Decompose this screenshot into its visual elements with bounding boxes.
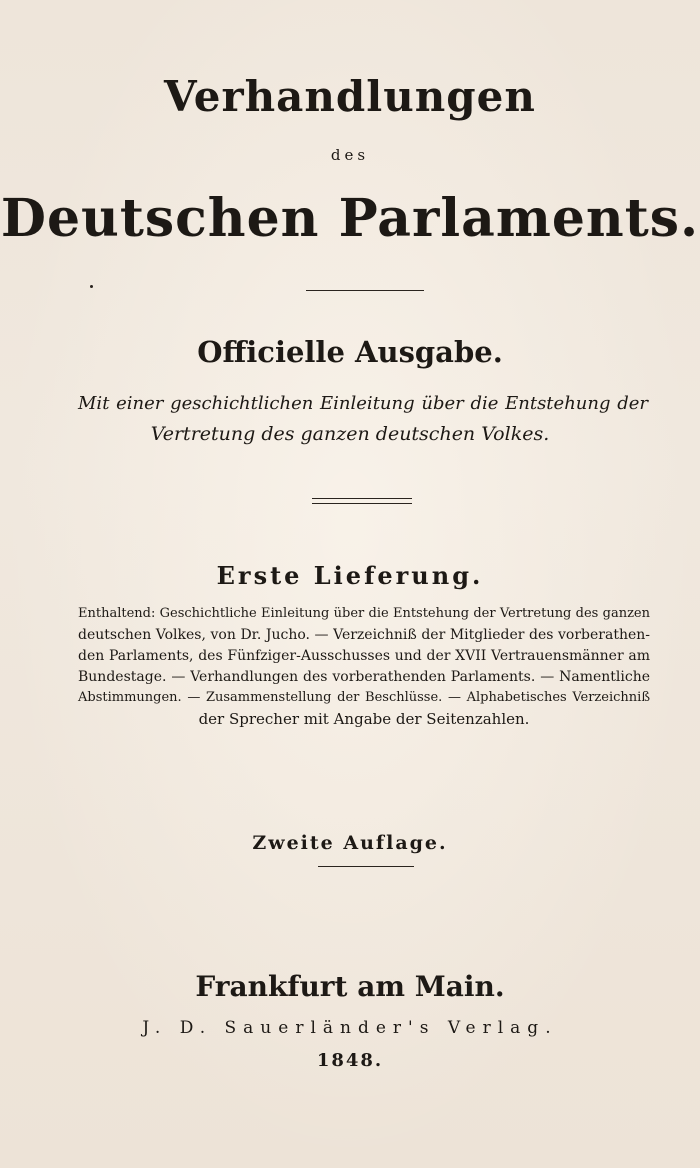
subtitle-line-1: Mit einer geschichtlichen Einleitung über die Entstehung der	[78, 393, 648, 414]
contents-line: Enthaltend: Geschichtliche Einleitung über die Entstehung der Vertretung des ganzen	[78, 606, 650, 621]
title-line-2: Deutschen Parlaments.	[0, 188, 700, 249]
double-divider-rule	[312, 498, 412, 504]
imprint-publisher: J. D. Sauerländer's Verlag.	[142, 1018, 558, 1038]
divider-rule	[318, 866, 414, 867]
ink-speck	[90, 285, 93, 288]
imprint-year: 1848.	[316, 1050, 384, 1071]
contents-line: Bundestage. — Verhandlungen des vorberathenden Parlaments. — Namentliche	[78, 669, 650, 685]
title-connector: des	[330, 146, 370, 164]
contents-line: der Sprecher mit Angabe der Seitenzahlen.	[198, 710, 530, 728]
delivery-heading: Erste Lieferung.	[216, 561, 484, 590]
second-edition-heading: Zweite Auflage.	[252, 832, 448, 854]
contents-line: Abstimmungen. — Zusammenstellung der Beschlüsse. — Alphabetisches Verzeichniß	[78, 690, 650, 705]
edition-heading: Officielle Ausgabe.	[197, 335, 503, 369]
imprint-city: Frankfurt am Main.	[195, 970, 505, 1003]
contents-line: deutschen Volkes, von Dr. Jucho. — Verzeichniß der Mitglieder des vorberathen-	[78, 627, 650, 643]
divider-rule	[306, 290, 424, 291]
title-line-1: Verhandlungen	[164, 72, 536, 121]
subtitle-line-2: Vertretung des ganzen deutschen Volkes.	[150, 423, 550, 445]
contents-line: den Parlaments, des Fünfziger-Ausschusses und der XVII Vertrauensmänner am	[78, 648, 650, 664]
